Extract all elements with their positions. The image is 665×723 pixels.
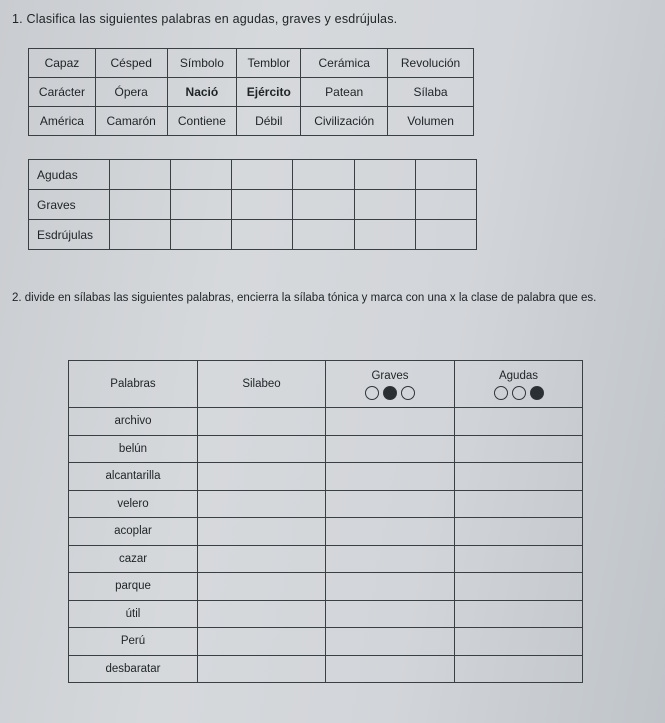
answer-cell[interactable] — [171, 220, 232, 250]
silabeo-cell[interactable] — [198, 490, 326, 518]
answer-cell[interactable] — [232, 220, 293, 250]
graves-mark-cell[interactable] — [326, 518, 455, 546]
answer-cell[interactable] — [232, 190, 293, 220]
word-row — [69, 573, 583, 601]
agudas-label: Agudas — [498, 370, 538, 382]
category-label: Graves — [29, 190, 110, 220]
exercise-2-instruction: 2. divide en sílabas las siguientes palabras, encierra la sílaba tónica y marca con una x la clase de palabra que es. — [12, 292, 597, 304]
agudas-mark-cell[interactable] — [455, 600, 583, 628]
word-cell: Nació — [167, 78, 237, 107]
agudas-mark-cell[interactable] — [455, 628, 583, 656]
graves-mark-cell[interactable] — [326, 628, 455, 656]
word-row — [69, 545, 583, 573]
graves-mark-cell[interactable] — [326, 573, 455, 601]
word-label: alcantarilla — [69, 463, 198, 491]
syllable-circle-icon — [512, 386, 526, 400]
graves-label: Graves — [371, 370, 409, 382]
word-cell: Carácter — [29, 78, 96, 107]
silabeo-cell[interactable] — [198, 435, 326, 463]
answer-cell[interactable] — [171, 190, 232, 220]
silabeo-cell[interactable] — [198, 545, 326, 573]
silabeo-cell[interactable] — [198, 600, 326, 628]
word-cell: América — [29, 107, 96, 136]
graves-stress-pattern — [326, 386, 454, 400]
syllable-table — [68, 360, 583, 683]
category-row — [29, 220, 477, 250]
agudas-mark-cell[interactable] — [455, 573, 583, 601]
word-cell: Volumen — [388, 107, 474, 136]
word-label: Perú — [69, 628, 198, 656]
word-row — [69, 435, 583, 463]
word-label: acoplar — [69, 518, 198, 546]
answer-cell[interactable] — [171, 160, 232, 190]
silabeo-cell[interactable] — [198, 628, 326, 656]
graves-mark-cell[interactable] — [326, 545, 455, 573]
silabeo-cell[interactable] — [198, 655, 326, 683]
word-cell: Símbolo — [167, 49, 237, 78]
answer-cell[interactable] — [415, 190, 476, 220]
word-bank-table — [28, 48, 474, 136]
header-silabeo: Silabeo — [198, 361, 326, 408]
word-cell: Sílaba — [388, 78, 474, 107]
word-row — [69, 463, 583, 491]
word-label: velero — [69, 490, 198, 518]
graves-mark-cell[interactable] — [326, 435, 455, 463]
word-label: desbaratar — [69, 655, 198, 683]
silabeo-cell[interactable] — [198, 518, 326, 546]
graves-mark-cell[interactable] — [326, 490, 455, 518]
answer-cell[interactable] — [110, 190, 171, 220]
word-cell: Temblor — [237, 49, 301, 78]
word-label: parque — [69, 573, 198, 601]
stressed-syllable-circle-icon — [530, 386, 544, 400]
word-label: útil — [69, 600, 198, 628]
word-row — [69, 655, 583, 683]
header-graves — [326, 361, 455, 408]
word-row — [69, 490, 583, 518]
agudas-mark-cell[interactable] — [455, 518, 583, 546]
word-label: archivo — [69, 408, 198, 436]
agudas-mark-cell[interactable] — [455, 655, 583, 683]
graves-mark-cell[interactable] — [326, 463, 455, 491]
word-cell: Ópera — [95, 78, 167, 107]
answer-cell[interactable] — [293, 220, 354, 250]
answer-cell[interactable] — [293, 190, 354, 220]
word-cell: Cerámica — [301, 49, 388, 78]
word-bank-row — [29, 49, 474, 78]
answer-cell[interactable] — [354, 220, 415, 250]
word-cell: Ejército — [237, 78, 301, 107]
answer-cell[interactable] — [415, 220, 476, 250]
silabeo-cell[interactable] — [198, 573, 326, 601]
graves-mark-cell[interactable] — [326, 655, 455, 683]
word-cell: Camarón — [95, 107, 167, 136]
syllable-circle-icon — [494, 386, 508, 400]
word-cell: Capaz — [29, 49, 96, 78]
syllable-circle-icon — [401, 386, 415, 400]
category-label: Esdrújulas — [29, 220, 110, 250]
word-cell: Patean — [301, 78, 388, 107]
answer-cell[interactable] — [415, 160, 476, 190]
word-cell: Contiene — [167, 107, 237, 136]
graves-mark-cell[interactable] — [326, 600, 455, 628]
word-label: belún — [69, 435, 198, 463]
classification-table — [28, 159, 477, 250]
word-cell: Revolución — [388, 49, 474, 78]
agudas-mark-cell[interactable] — [455, 435, 583, 463]
word-row — [69, 600, 583, 628]
graves-mark-cell[interactable] — [326, 408, 455, 436]
word-cell: Civilización — [301, 107, 388, 136]
agudas-mark-cell[interactable] — [455, 408, 583, 436]
word-bank-row — [29, 107, 474, 136]
word-bank-row — [29, 78, 474, 107]
silabeo-cell[interactable] — [198, 408, 326, 436]
word-cell: Débil — [237, 107, 301, 136]
category-row — [29, 160, 477, 190]
category-row — [29, 190, 477, 220]
answer-cell[interactable] — [110, 160, 171, 190]
syllable-circle-icon — [365, 386, 379, 400]
word-label: cazar — [69, 545, 198, 573]
agudas-mark-cell[interactable] — [455, 463, 583, 491]
word-cell: Césped — [95, 49, 167, 78]
agudas-stress-pattern — [455, 386, 582, 400]
answer-cell[interactable] — [293, 160, 354, 190]
agudas-mark-cell[interactable] — [455, 545, 583, 573]
word-row — [69, 518, 583, 546]
answer-cell[interactable] — [110, 220, 171, 250]
word-row — [69, 628, 583, 656]
exercise-1-instruction: 1. Clasifica las siguientes palabras en agudas, graves y esdrújulas. — [12, 12, 398, 26]
answer-cell[interactable] — [232, 160, 293, 190]
silabeo-cell[interactable] — [198, 463, 326, 491]
answer-cell[interactable] — [354, 160, 415, 190]
header-palabras: Palabras — [69, 361, 198, 408]
answer-cell[interactable] — [354, 190, 415, 220]
stressed-syllable-circle-icon — [383, 386, 397, 400]
word-row — [69, 408, 583, 436]
agudas-mark-cell[interactable] — [455, 490, 583, 518]
header-agudas — [455, 361, 583, 408]
category-label: Agudas — [29, 160, 110, 190]
